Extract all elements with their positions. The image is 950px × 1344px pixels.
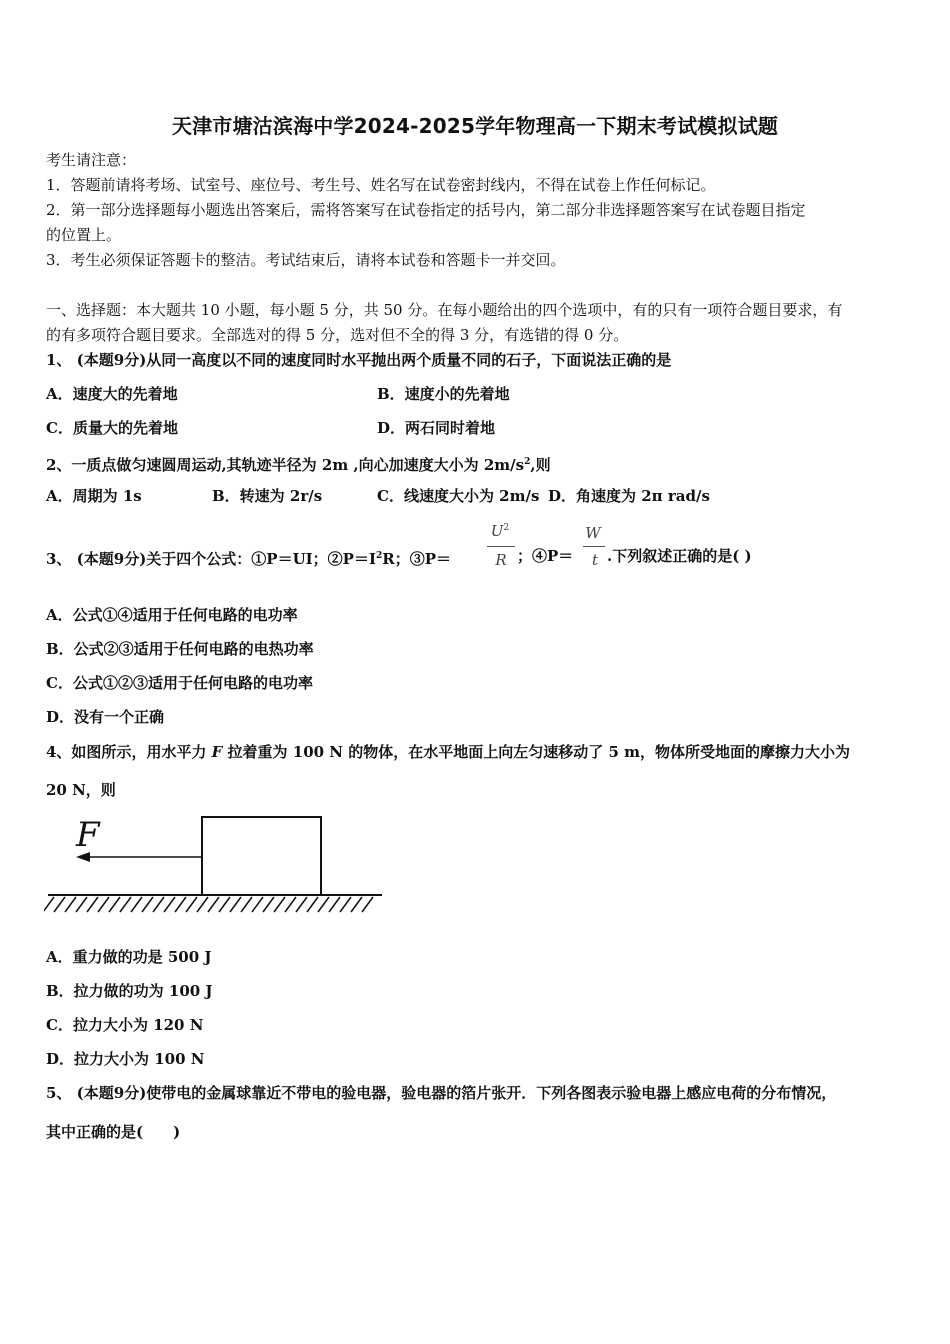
- section-intro-1: 一、选择题：本大题共 10 小题，每小题 5 分，共 50 分。在每小题给出的四个选项中，有的只有一项符合题目要求，有: [46, 301, 843, 319]
- hatch-stroke: [131, 897, 142, 912]
- q4-stem-1a: 4、如图所示，用水平力: [46, 743, 212, 761]
- q2-stem-text: 2、一质点做匀速圆周运动,其轨迹半径为 2m ,向心加速度大小为 2m/s: [46, 456, 525, 474]
- q1-option-c: C．质量大的先着地: [46, 419, 178, 437]
- notice-item-1: 1．答题前请将考场、试室号、座位号、考生号、姓名写在试卷密封线内，不得在试卷上作任何标记。: [46, 176, 716, 194]
- hatch-stroke: [318, 897, 329, 912]
- force-label: F: [76, 815, 100, 855]
- q3-frac1-denominator: R: [495, 551, 507, 569]
- hatch-stroke: [65, 897, 76, 912]
- q3-stem-a: 3、 (本题9分)关于四个公式：①P＝UI；②P＝I: [46, 550, 376, 568]
- hatch-stroke: [109, 897, 120, 912]
- hatch-stroke: [87, 897, 98, 912]
- hatch-stroke: [54, 897, 65, 912]
- q2-stem-sup: 2: [524, 457, 531, 467]
- q4-stem-force: F: [211, 743, 223, 761]
- q3-stem-part3: .下列叙述正确的是( ): [607, 547, 752, 565]
- q3-frac1-numerator: [482, 522, 518, 540]
- notice-item-3: 3．考生必须保证答题卡的整洁。考试结束后，请将本试卷和答题卡一并交回。: [46, 251, 566, 269]
- hatch-stroke: [76, 897, 87, 912]
- hatch-stroke: [197, 897, 208, 912]
- q3-frac1-bar: [487, 546, 515, 547]
- q3-option-b: B．公式②③适用于任何电路的电热功率: [46, 640, 314, 658]
- hatch-stroke: [296, 897, 307, 912]
- q4-stem-1b: 拉着重为 100 N 的物体，在水平地面上向左匀速移动了 5 m，物体所受地面的摩擦力大小为: [222, 743, 850, 761]
- hatch-stroke: [241, 897, 252, 912]
- hatch-stroke: [362, 897, 373, 912]
- q3-stem-part1: [46, 546, 451, 569]
- hatch-stroke: [263, 897, 274, 912]
- q4-option-a: A．重力做的功是 500 J: [46, 948, 212, 966]
- q4-figure: [44, 812, 389, 916]
- q2-option-a: A．周期为 1s: [46, 487, 142, 505]
- q1-option-a: A．速度大的先着地: [46, 385, 178, 403]
- q3-frac1-sup: 2: [503, 523, 510, 533]
- hatch-stroke: [98, 897, 109, 912]
- q1-option-b: B．速度小的先着地: [377, 385, 510, 403]
- hatch-stroke: [329, 897, 340, 912]
- q2-option-c: C．线速度大小为 2m/s: [377, 487, 540, 505]
- ground-hatch: [44, 897, 373, 912]
- q4-option-d: D．拉力大小为 100 N: [46, 1050, 205, 1068]
- q4-stem-2: 20 N，则: [46, 781, 116, 799]
- hatch-stroke: [175, 897, 186, 912]
- q4-option-c: C．拉力大小为 120 N: [46, 1016, 204, 1034]
- q3-stem-part2: ；④P＝: [517, 547, 574, 565]
- hatch-stroke: [307, 897, 318, 912]
- q3-stem-b: R；③P＝: [382, 550, 451, 568]
- q3-frac2-bar: [583, 546, 605, 547]
- hatch-stroke: [351, 897, 362, 912]
- q2-stem-end: ,则: [530, 456, 551, 474]
- hatch-stroke: [274, 897, 285, 912]
- q2-stem: [46, 452, 551, 475]
- hatch-stroke: [219, 897, 230, 912]
- hatch-stroke: [340, 897, 351, 912]
- hatch-stroke: [142, 897, 153, 912]
- hatch-stroke: [164, 897, 175, 912]
- q4-option-b: B．拉力做的功为 100 J: [46, 982, 213, 1000]
- q5-stem-1: 5、 (本题9分)使带电的金属球靠近不带电的验电器，验电器的箔片张开．下列各图表示验电器上感应电荷的分布情况，: [46, 1084, 837, 1102]
- q3-frac1-num-text: U: [490, 522, 504, 540]
- q3-frac2-denominator: t: [591, 551, 599, 569]
- hatch-stroke: [252, 897, 263, 912]
- q3-option-d: D．没有一个正确: [46, 708, 165, 726]
- hatch-stroke: [186, 897, 197, 912]
- hatch-stroke: [285, 897, 296, 912]
- section-intro-2: 的有多项符合题目要求。全部选对的得 5 分，选对但不全的得 3 分，有选错的得 0 分。: [46, 326, 629, 344]
- q3-stem-sup: 2: [375, 551, 383, 561]
- hatch-stroke: [230, 897, 241, 912]
- hatch-stroke: [44, 897, 54, 912]
- q4-stem-1: [46, 742, 850, 762]
- q2-option-d: D．角速度为 2π rad/s: [548, 487, 710, 505]
- hatch-stroke: [120, 897, 131, 912]
- hatch-stroke: [153, 897, 164, 912]
- hatch-stroke: [208, 897, 219, 912]
- q2-option-b: B．转速为 2r/s: [212, 487, 323, 505]
- notice-item-2-cont: 的位置上。: [46, 226, 122, 244]
- notice-item-2: 2．第一部分选择题每小题选出答案后，需将答案写在试卷指定的括号内，第二部分非选择题答案写在试卷题目指定: [46, 201, 806, 219]
- notice-heading: 考生请注意：: [46, 151, 137, 169]
- q3-option-c: C．公式①②③适用于任何电路的电功率: [46, 674, 313, 692]
- q1-option-d: D．两石同时着地: [377, 419, 496, 437]
- q3-frac2-numerator: W: [585, 524, 601, 542]
- block-shape: [202, 817, 321, 895]
- page-title: 天津市塘沽滨海中学2024-2025学年物理高一下期末考试模拟试题: [171, 114, 779, 138]
- q5-stem-2: 其中正确的是( ): [46, 1123, 181, 1141]
- q1-stem: 1、 (本题9分)从同一高度以不同的速度同时水平抛出两个质量不同的石子，下面说法正确的是: [46, 351, 672, 369]
- q3-option-a: A．公式①④适用于任何电路的电功率: [46, 606, 298, 624]
